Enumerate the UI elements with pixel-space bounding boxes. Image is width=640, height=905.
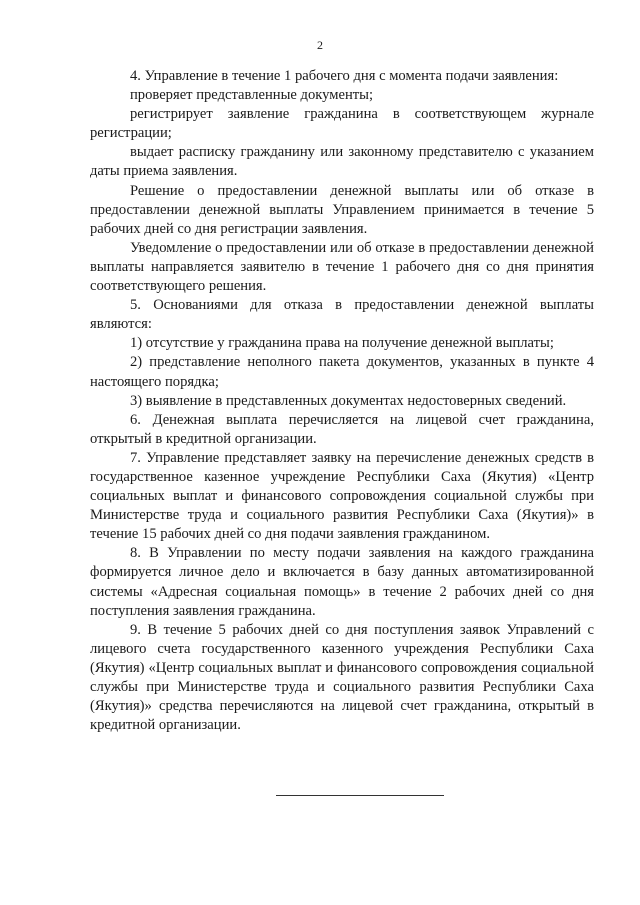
end-separator-line bbox=[276, 795, 444, 796]
paragraph-check-documents: проверяет представленные документы; bbox=[130, 87, 374, 104]
paragraph-refusal-ground-3: 3) выявление в представленных документах недостоверных сведений. bbox=[130, 392, 567, 409]
paragraph-item-5: 5. Основаниями для отказа в предоставлении денежной выплаты являются: bbox=[90, 297, 594, 333]
paragraph-notification: Уведомление о предоставлении или об отказе в предоставлении денежной выплаты направляется заявителю в течение 1 рабочего дня со дня принятия соответствующего решения. bbox=[90, 239, 594, 295]
paragraph-refusal-ground-2: 2) представление неполного пакета документов, указанных в пункте 4 настоящего порядка; bbox=[90, 354, 594, 390]
paragraph-item-4: 4. Управление в течение 1 рабочего дня с момента подачи заявления: bbox=[130, 68, 559, 84]
paragraph-issue-receipt: выдает расписку гражданину или законному представителю с указанием даты приема заявления. bbox=[90, 144, 594, 180]
paragraph-decision: Решение о предоставлении денежной выплаты или об отказе в предоставлении денежной выплаты Управлением принимается в течение 5 рабочих дней со дня регистрации заявления. bbox=[90, 182, 594, 237]
paragraph-item-6: 6. Денежная выплата перечисляется на лицевой счет гражданина, открытый в кредитной организации. bbox=[90, 411, 594, 447]
paragraph-register-application: регистрирует заявление гражданина в соответствующем журнале регистрации; bbox=[90, 106, 594, 142]
document-body bbox=[90, 67, 594, 735]
paragraph-item-9: 9. В течение 5 рабочих дней со дня поступления заявок Управлений с лицевого счета государственного казенного учреждения Республики Саха (Якутия) «Центр социальных выплат и финансового сопровождения социальной службы при Министерстве труда и социального развития Республики Саха (Якутия)» средства перечисляются на лицевой счет гражданина, открытый в кредитной организации. bbox=[90, 621, 594, 734]
paragraph-refusal-ground-1: 1) отсутствие у гражданина права на получение денежной выплаты; bbox=[130, 335, 554, 352]
paragraph-item-8: 8. В Управлении по месту подачи заявления на каждого гражданина формируется личное дело и включается в базу данных автоматизированной системы «Адресная социальная помощь» в течение 2 рабочих дней со дня поступления заявления гражданина. bbox=[90, 545, 594, 619]
page-number: 2 bbox=[317, 38, 323, 52]
paragraph-item-7: 7. Управление представляет заявку на перечисление денежных средств в государственное казенное учреждение Республики Саха (Якутия) «Центр социальных выплат и финансового сопровождения социальной службы при Министерстве труда и социального развития Республики Саха (Якутия)» в течение 15 рабочих дней со дня подачи заявления гражданином. bbox=[90, 449, 594, 543]
